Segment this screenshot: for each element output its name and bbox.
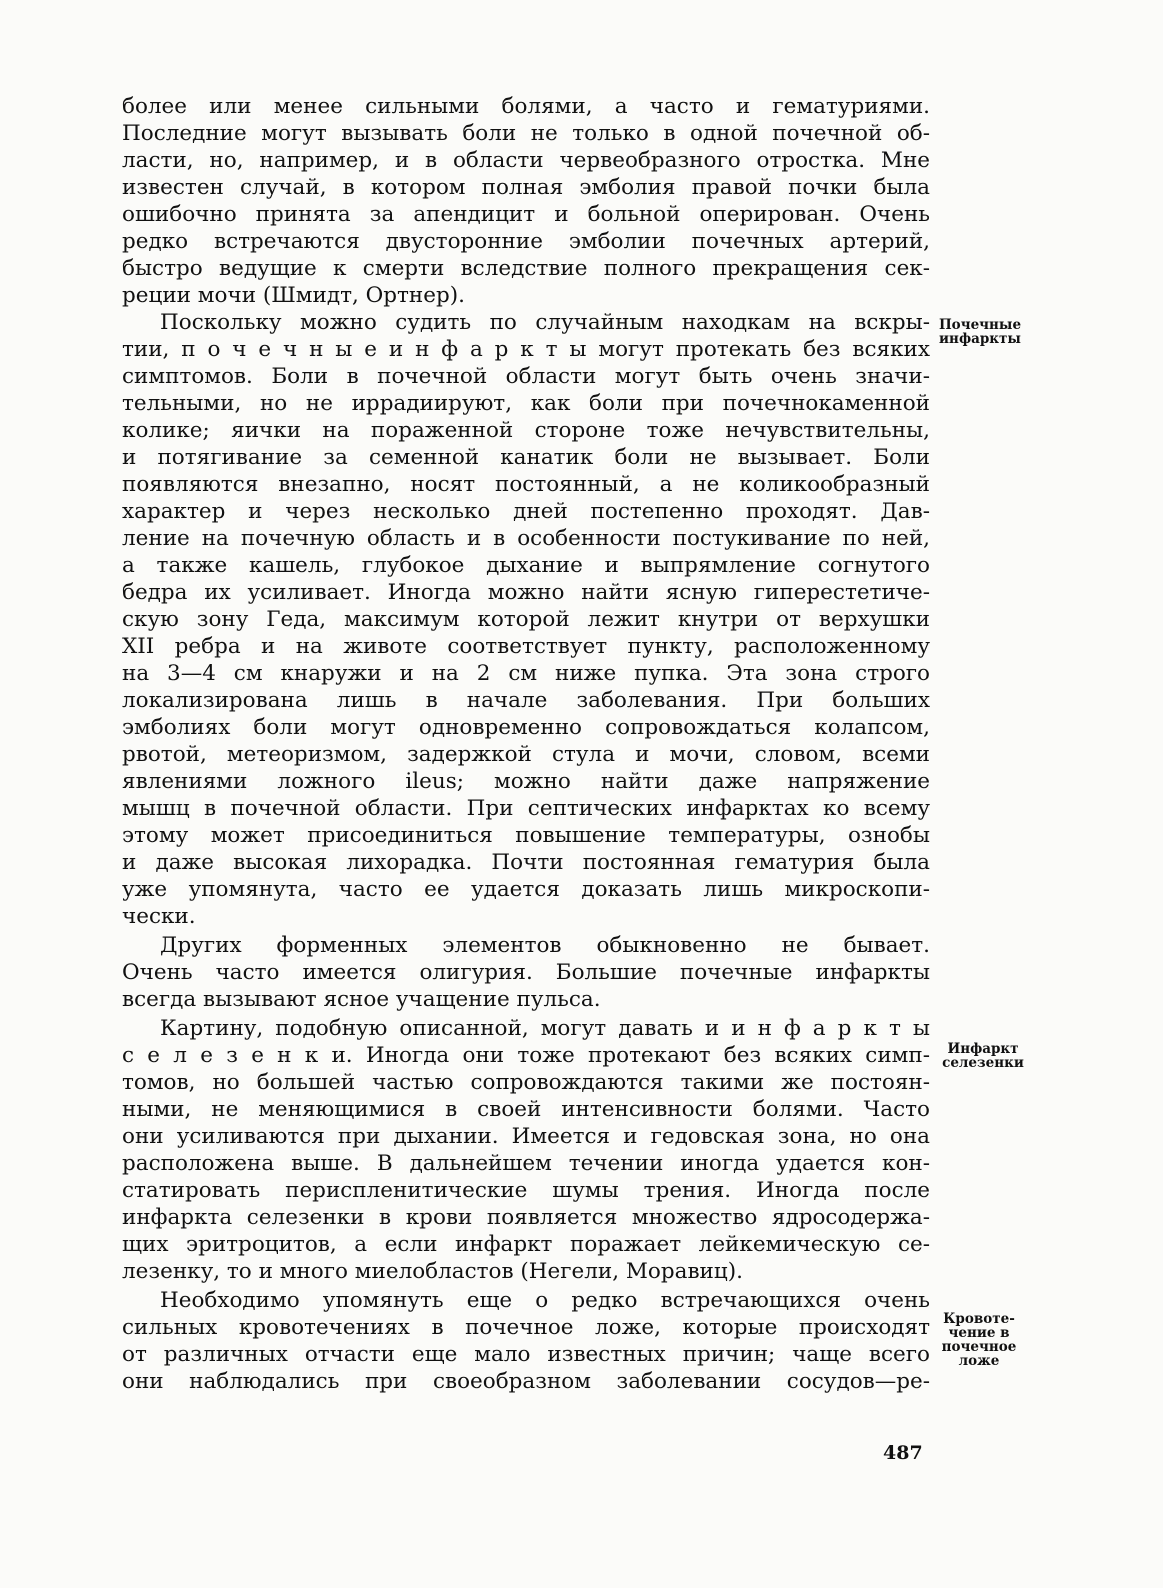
text-line: скую зону Геда, максимум которой лежит кнутри от верхушки [122, 607, 930, 632]
margin-note-renal-bed-bleeding [934, 1312, 1024, 1368]
text-line: расположена выше. В дальнейшем течении иногда удается кон- [122, 1151, 930, 1176]
text-line: симптомов. Боли в почечной области могут быть очень значи- [122, 364, 930, 389]
margin-note-line: Кровоте- [943, 1311, 1015, 1327]
text-line: а также кашель, глубокое дыхание и выпрямление согнутого [122, 553, 930, 578]
text-line: известен случай, в котором полная эмболия правой почки была [122, 175, 930, 200]
text-line: более или менее сильными болями, а часто и гематуриями. [122, 94, 930, 119]
text-line: статировать периспленитические шумы трения. Иногда после [122, 1178, 930, 1203]
paragraph-start-line: Других форменных элементов обыкновенно не бывает. [160, 933, 930, 958]
text-line: быстро ведущие к смерти вследствие полного прекращения сек- [122, 256, 930, 281]
text-line: бедра их усиливает. Иногда можно найти ясную гиперестетиче- [122, 580, 930, 605]
text-line: реции мочи (Шмидт, Ортнер). [122, 283, 465, 308]
text-line: они усиливаются при дыхании. Имеется и гедовская зона, но она [122, 1124, 930, 1149]
text-line: лезенку, то и много миелобластов (Негели, Моравиц). [122, 1259, 743, 1284]
margin-note-renal-infarcts [934, 318, 1026, 346]
text-line: томов, но большей частью сопровождаются такими же постоян- [122, 1070, 930, 1095]
paragraph-start-line: Картину, подобную описанной, могут давать и и н ф а р к т ы [160, 1016, 930, 1041]
text-line: Очень часто имеется олигурия. Большие почечные инфаркты [122, 960, 930, 985]
text-line: щих эритроцитов, а если инфаркт поражает лейкемическую се- [122, 1232, 930, 1257]
text-line: инфаркта селезенки в крови появляется множество ядросодержа- [122, 1205, 930, 1230]
text-line: явлениями ложного ileus; можно найти даже напряжение [122, 769, 930, 794]
text-line: ласти, но, например, и в области червеобразного отростка. Мне [122, 148, 930, 173]
margin-note-line: чение в [948, 1325, 1010, 1341]
margin-note-line: Инфаркт [947, 1041, 1019, 1057]
text-line: ление на почечную область и в особенности постукивание по ней, [122, 526, 930, 551]
text-line: и даже высокая лихорадка. Почти постоянная гематурия была [122, 850, 930, 875]
text-line: мышц в почечной области. При септических инфарктах ко всему [122, 796, 930, 821]
text-line: XII ребра и на животе соответствует пункту, расположенному [122, 634, 930, 659]
margin-note-line: почечное [941, 1339, 1017, 1355]
paragraph-start-line: Необходимо упомянуть еще о редко встречающихся очень [160, 1288, 930, 1313]
margin-note-line: инфаркты [939, 331, 1021, 347]
paragraph-start-line: Поскольку можно судить по случайным находкам на вскры- [160, 310, 930, 335]
text-line: локализирована лишь в начале заболевания. При больших [122, 688, 930, 713]
text-line: и потягивание за семенной канатик боли не вызывает. Боли [122, 445, 930, 470]
text-line: всегда вызывают ясное учащение пульса. [122, 987, 601, 1012]
text-line: они наблюдались при своеобразном заболевании сосудов—ре- [122, 1369, 930, 1394]
text-line: чески. [122, 904, 196, 929]
margin-note-line: Почечные [938, 317, 1022, 333]
text-line: колике; яички на пораженной стороне тоже нечувствительны, [122, 418, 930, 443]
text-line: ными, не меняющимися в своей интенсивности болями. Часто [122, 1097, 930, 1122]
text-line: рвотой, метеоризмом, задержкой стула и мочи, словом, всеми [122, 742, 930, 767]
text-line: сильных кровотечениях в почечное ложе, которые происходят [122, 1315, 930, 1340]
text-line: эмболиях боли могут одновременно сопровождаться колапсом, [122, 715, 930, 740]
margin-note-line: ложе [958, 1353, 1000, 1369]
text-line: характер и через несколько дней постепенно проходят. Дав- [122, 499, 930, 524]
text-line: от различных отчасти еще мало известных причин; чаще всего [122, 1342, 930, 1367]
margin-note-spleen-infarct [935, 1042, 1031, 1070]
page-number: 487 [883, 1442, 923, 1464]
text-line: появляются внезапно, носят постоянный, а не коликообразный [122, 472, 930, 497]
text-line: тельными, но не иррадиируют, как боли при почечнокаменной [122, 391, 930, 416]
text-line: на 3—4 см кнаружи и на 2 см ниже пупка. Эта зона строго [122, 661, 930, 686]
text-line: с е л е з е н к и. Иногда они тоже протекают без всяких симп- [122, 1043, 930, 1068]
text-line: редко встречаются двусторонние эмболии почечных артерий, [122, 229, 930, 254]
text-line: этому может присоединиться повышение температуры, ознобы [122, 823, 930, 848]
text-line: Последние могут вызывать боли не только в одной почечной об- [122, 121, 930, 146]
margin-note-line: селезенки [942, 1055, 1024, 1071]
text-line: уже упомянута, часто ее удается доказать лишь микроскопи- [122, 877, 930, 902]
text-line: тии, п о ч е ч н ы е и н ф а р к т ы могут протекать без всяких [122, 337, 930, 362]
text-line: ошибочно принята за апендицит и больной оперирован. Очень [122, 202, 930, 227]
